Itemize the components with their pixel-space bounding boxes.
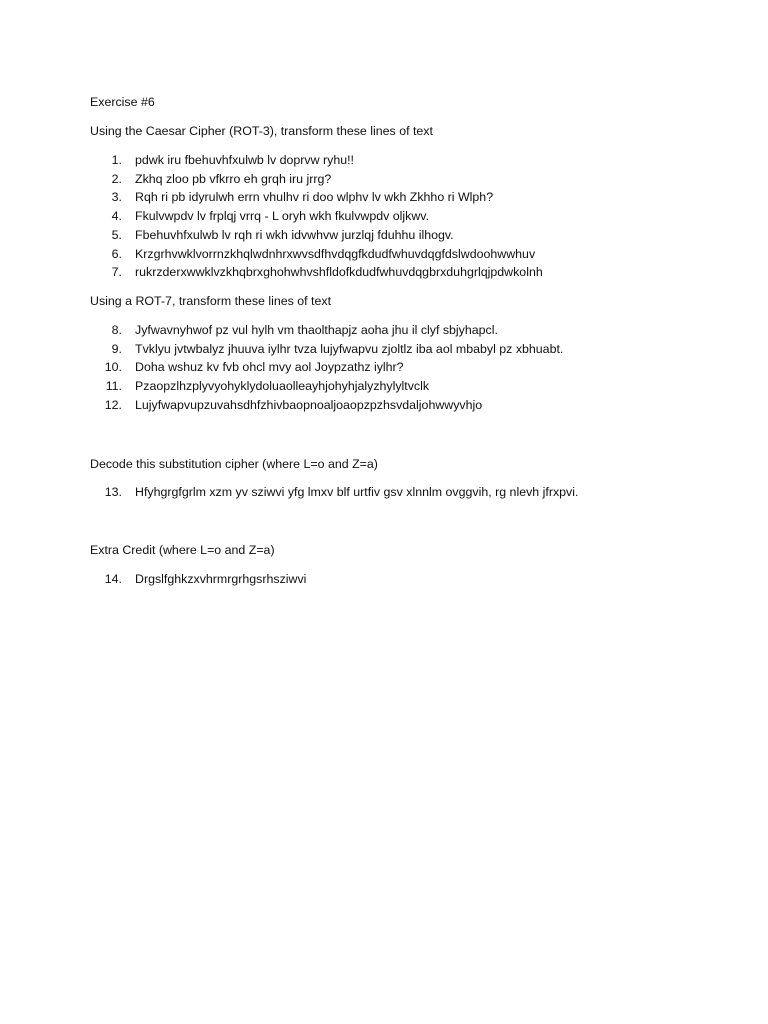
item-text: Doha wshuz kv fvb ohcl mvy aol Joypzathz iylhr? — [135, 360, 404, 374]
item-text: Pzaopzlhzplyvyohyklydoluaolleayhjohyhjalyzhylyltvclk — [135, 379, 430, 393]
exercise-heading: Exercise #6 — [90, 95, 155, 109]
item-text: Zkhq zloo pb vfkrro eh grqh iru jrrg? — [135, 172, 332, 186]
item-number: 4. — [111, 209, 122, 223]
item-text: Fkulvwpdv lv frplqj vrrq - L oryh wkh fkulvwpdv oljkwv. — [135, 209, 430, 223]
section4-instruction: Extra Credit (where L=o and Z=a) — [90, 543, 275, 557]
item-text: Tvklyu jvtwbalyz jhuuva iylhr tvza lujyfwapvu zjoltlz iba aol mbabyl pz xbhuabt. — [135, 342, 564, 356]
item-number: 14. — [104, 572, 122, 586]
item-text: Jyfwavnyhwof pz vul hylh vm thaolthapjz aoha jhu il clyf sbjyhapcl. — [135, 323, 498, 337]
item-number: 1. — [111, 153, 122, 167]
item-number: 13. — [104, 485, 122, 499]
item-number: 7. — [111, 265, 122, 279]
section2-instruction: Using a ROT-7, transform these lines of text — [90, 294, 332, 308]
item-text: Lujyfwapvupzuvahsdhfzhivbaopnoaljoaopzpzhsvdaljohwwyvhjo — [135, 398, 483, 412]
item-number: 9. — [111, 342, 122, 356]
item-number: 3. — [111, 190, 122, 204]
section3-instruction: Decode this substitution cipher (where L=o and Z=a) — [90, 457, 378, 471]
item-number: 12. — [104, 398, 122, 412]
item-text: Rqh ri pb idyrulwh errn vhulhv ri doo wlphv lv wkh Zkhho ri Wlph? — [135, 190, 494, 204]
item-number: 5. — [111, 228, 122, 242]
item-number: 10. — [104, 360, 122, 374]
item-text: Hfyhgrgfgrlm xzm yv sziwvi yfg lmxv blf urtfiv gsv xlnnlm ovggvih, rg nlevh jfrxpvi. — [135, 485, 579, 499]
item-number: 11. — [105, 379, 122, 393]
item-text: Drgslfghkzxvhrmrgrhgsrhsziwvi — [135, 572, 307, 586]
item-number: 8. — [111, 323, 122, 337]
item-text: Fbehuvhfxulwb lv rqh ri wkh idvwhvw jurzlqj fduhhu ilhogv. — [135, 228, 454, 242]
item-number: 2. — [111, 172, 122, 186]
section1-instruction: Using the Caesar Cipher (ROT-3), transform these lines of text — [90, 124, 433, 138]
item-text: pdwk iru fbehuvhfxulwb lv doprvw ryhu!! — [135, 153, 355, 167]
item-text: rukrzderxwwklvzkhqbrxghohwhvshfldofkdudfwhuvdqgbrxduhgrlqjpdwkolnh — [135, 265, 543, 279]
item-text: Krzgrhvwklvorrnzkhqlwdnhrxwvsdfhvdqgfkdudfwhuvdqgfdslwdoohwwhuv — [135, 247, 536, 261]
item-number: 6. — [111, 247, 122, 261]
